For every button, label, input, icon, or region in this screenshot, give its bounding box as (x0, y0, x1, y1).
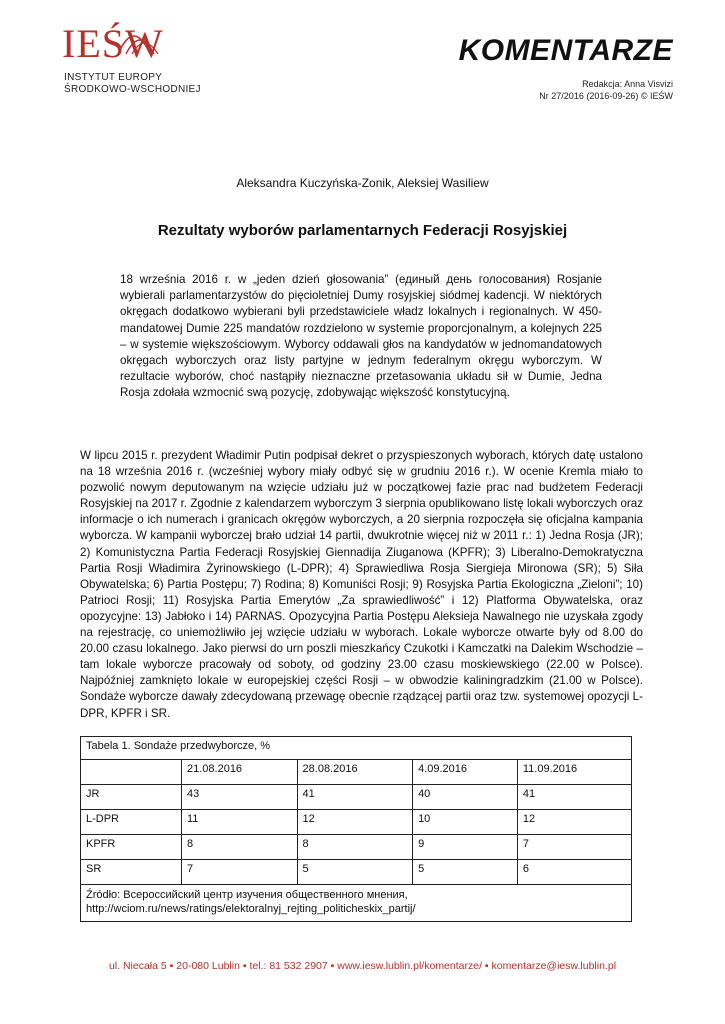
table-cell: 5 (297, 860, 413, 885)
table-cell: 43 (182, 785, 298, 810)
source-link[interactable]: http://wciom.ru/news/ratings/elektoralnyj_rejting_politicheskix_partij/ (86, 903, 416, 915)
table-cell: JR (81, 785, 182, 810)
article-lead: 18 września 2016 r. w „jeden dzień głosowania” (единый день голосования) Rosjanie wybierali parlamentarzystów do pięcioletniej Dumy rosyjskiej siódmej kadencji. W niektórych okręgach dodatkowo wybierani byli przedstawiciele władz lokalnych i regionalnych. W 450-mandatowej Dumie 225 mandatów rozdzielono w systemie proporcjonalnym, a kolejnych 225 – w systemie większościowym. Wyborcy oddawali głos na kandydatów w jednomandatowych okręgach wyborczych oraz listy partyjne w jednym federalnym okręgu wyborczym. W rezultacie wyborów, choć nastąpiły nieznaczne przetasowania układu sił w Dumie, Jedna Rosja zdołała wzmocnić swą pozycję, zdobywając większość konstytucyjną. (120, 273, 602, 400)
table-cell: 5 (413, 860, 518, 885)
table-cell: 8 (182, 835, 298, 860)
publication-meta (539, 78, 673, 102)
table-header-cell: 28.08.2016 (297, 760, 413, 785)
table-cell: 40 (413, 785, 518, 810)
article-body: W lipcu 2015 r. prezydent Władimir Putin podpisał dekret o przyspieszonych wyborach, których datę ustalono na 18 września 2016 r. (wcześniej wybory miały odbyć się w grudniu 2016 r.). W ocenie Kremla miało to pozwolić nowym deputowanym na wzięcie udziału już w początkowej fazie prac nad budżetem Federacji Rosyjskiej na 2017 r. Zgodnie z kalendarzem wyborczym 3 sierpnia opublikowano listę lokali wyborczych oraz informacje o ich numerach i granicach okręgów wyborczych, a 20 sierpnia rozpoczęła się oficjalna kampania wyborcza. W kampanii wyborczej brało udział 14 partii, dwukrotnie więcej niż w 2011 r.: 1) Jedna Rosja (JR); 2) Komunistyczna Partia Federacji Rosyjskiej Giennadija Ziuganowa (KPFR); 3) Liberalno-Demokratyczna Partia Rosji Władimira Żyrinowskiego (L-DPR); 4) Sprawiedliwa Rosja Siergieja Mironowa (SR); 5) Siła Obywatelska; 6) Partia Postępu; 7) Rodina; 8) Komuniści Rosji; 9) Rosyjska Partia Ekologiczna „Zieloni”; 10) Patrioci Rosji; 11) Rosyjska Partia Emerytów „Za sprawiedliwość” i 12) Platforma Obywatelska, oraz opozycyjne: 13) Jabłoko i 14) PARNAS. Opozycyjna Partia Postępu Aleksieja Nawalnego nie uzyskała zgody na rejestrację, co uniemożliwiło jej wzięcie udziału w wyborach. Lokale wyborcze otwarte były od 8.00 do 20.00 czasu lokalnego. Jako pierwsi do urn poszli mieszkańcy Czukotki i Kamczatki na Dalekim Wschodzie – tam lokale wyborcze pracowały od soboty, od godziny 23.00 czasu moskiewskiego (22.00 w Polsce). Najpóźniej zamknięto lokale w europejskiej części Rosji – w obwodzie kaliningradzkim (21.00 w Polsce). Sondaże wyborcze dawały zdecydowaną przewagę obecnie rządzącej partii oraz tzw. systemowej opozycji L-DPR, KPFR i SR. (80, 449, 643, 720)
table-cell: 11 (182, 810, 298, 835)
table-header-cell: 11.09.2016 (517, 760, 631, 785)
table-cell: 7 (517, 835, 631, 860)
table-cell: 12 (517, 810, 631, 835)
table-cell: 8 (297, 835, 413, 860)
table-cell: 7 (182, 860, 298, 885)
table-cell: L-DPR (81, 810, 182, 835)
table-cell: 10 (413, 810, 518, 835)
logo-line-1: INSTYTUT EUROPY (64, 72, 163, 83)
logo-line-2: ŚRODKOWO-WSCHODNIEJ (64, 84, 201, 95)
editor-line: Redakcja: Anna Visvizi (582, 79, 673, 89)
table-row (81, 835, 632, 860)
table-cell: 41 (297, 785, 413, 810)
article-authors: Aleksandra Kuczyńska-Zonik, Aleksiej Wasiliew (236, 176, 489, 190)
table-cell: 9 (413, 835, 518, 860)
issue-line: Nr 27/2016 (2016-09-26) © IEŚW (539, 91, 673, 101)
table-cell: KPFR (81, 835, 182, 860)
logo-subtitle (64, 72, 201, 96)
table-row (81, 785, 632, 810)
table-source (81, 885, 632, 922)
logo-main-text: IEŚW (62, 21, 164, 66)
source-line-1: Źródło: Всероссийский центр изучения общественного мнения, (86, 889, 408, 901)
table-cell: 12 (297, 810, 413, 835)
table-header-cell: 21.08.2016 (182, 760, 298, 785)
table-header-cell: 4.09.2016 (413, 760, 518, 785)
table-cell: SR (81, 860, 182, 885)
table-cell: 41 (517, 785, 631, 810)
table-header-row (81, 760, 632, 785)
footer-contact: ul. Niecała 5 ▪ 20-080 Lublin ▪ tel.: 81 532 2907 ▪ www.iesw.lublin.pl/komentarze/ ▪ komentarze@iesw.lublin.pl (108, 960, 617, 972)
table-row (81, 860, 632, 885)
article-title: Rezultaty wyborów parlamentarnych Federacji Rosyjskiej (157, 222, 568, 239)
table-cell: 6 (517, 860, 631, 885)
poll-table (80, 736, 632, 922)
publication-title: KOMENTARZE (458, 34, 673, 67)
table-row (81, 810, 632, 835)
table-caption: Tabela 1. Sondaże przedwyborcze, % (81, 737, 632, 760)
table-header-cell (81, 760, 182, 785)
